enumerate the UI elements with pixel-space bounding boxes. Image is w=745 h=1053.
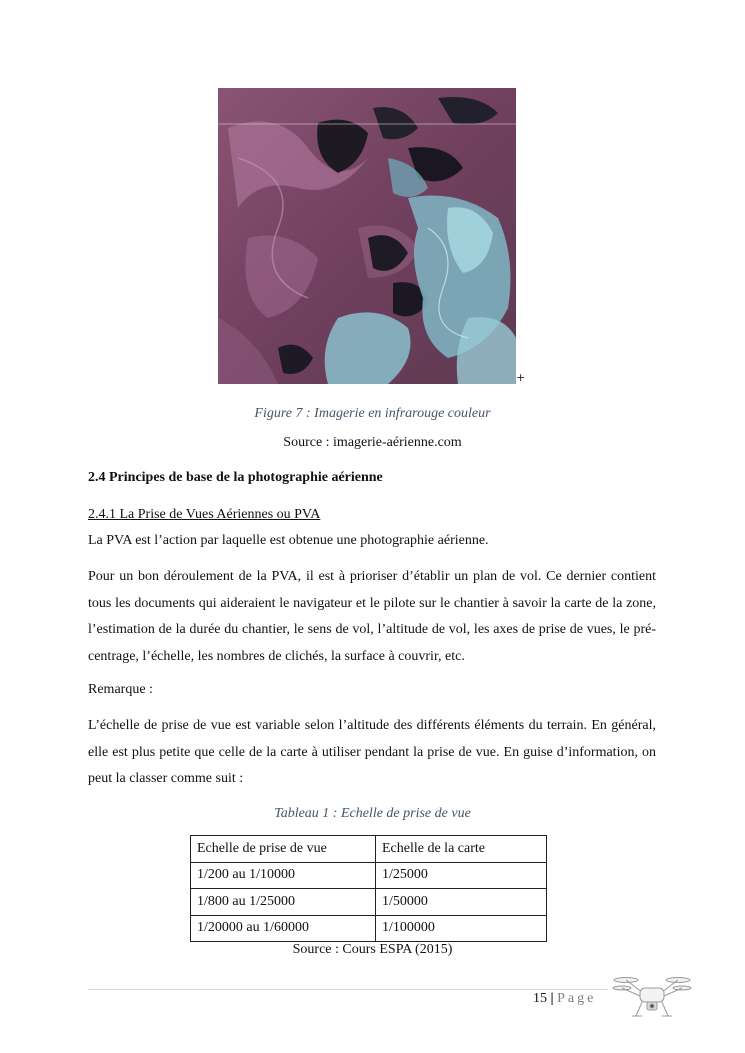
table-header-cell: Echelle de prise de vue: [191, 836, 376, 863]
anchor-mark: +: [516, 371, 526, 384]
table-caption: Tableau 1 : Echelle de prise de vue: [274, 806, 471, 821]
table-cell: 1/50000: [376, 889, 547, 916]
table-header-row: [191, 836, 547, 863]
scale-table: [190, 835, 547, 942]
table-source: Source : Cours ESPA (2015): [292, 942, 453, 957]
table-row: [191, 889, 547, 916]
subsection-heading: 2.4.1 La Prise de Vues Aériennes ou PVA: [88, 507, 321, 522]
table-row: [191, 915, 547, 942]
paragraph-flight-plan: Pour un bon déroulement de la PVA, il est à prioriser d’établir un plan de vol. Ce dernier contient tous les documents qui aideraient le navigateur et le pilote sur le chantier à savoir la carte de la zone, l’estimation de la durée du chantier, le sens de vol, l’altitude de vol, les axes de prise de vues, le pré-centrage, l’échelle, les nombres de clichés, la surface à couvrir, etc.: [88, 569, 656, 664]
table-cell: 1/25000: [376, 862, 547, 889]
page-label: Page: [557, 991, 597, 1006]
table-header-cell: Echelle de la carte: [376, 836, 547, 863]
infrared-aerial-image: [218, 88, 516, 384]
remark-label: Remarque :: [88, 682, 153, 697]
paragraph-scale: L’échelle de prise de vue est variable selon l’altitude des différents éléments du terrain. En général, elle est plus petite que celle de la carte à utiliser pendant la prise de vue. En guise d’information, on peut la classer comme suit :: [88, 718, 656, 786]
table-cell: 1/800 au 1/25000: [191, 889, 376, 916]
figure-caption: Figure 7 : Imagerie en infrarouge couleur: [254, 406, 491, 421]
page-footer: [533, 991, 596, 1007]
page-number: 15: [533, 991, 547, 1006]
footer-separator: |: [550, 991, 554, 1006]
paragraph-pva-definition: La PVA est l’action par laquelle est obtenue une photographie aérienne.: [88, 533, 489, 548]
section-heading: 2.4 Principes de base de la photographie aérienne: [88, 470, 383, 485]
table-row: [191, 862, 547, 889]
figure-source: Source : imagerie-aérienne.com: [283, 435, 462, 450]
table-cell: 1/20000 au 1/60000: [191, 915, 376, 942]
table-cell: 1/100000: [376, 915, 547, 942]
footer-divider: [88, 989, 608, 990]
drone-icon: [612, 970, 692, 1022]
table-cell: 1/200 au 1/10000: [191, 862, 376, 889]
